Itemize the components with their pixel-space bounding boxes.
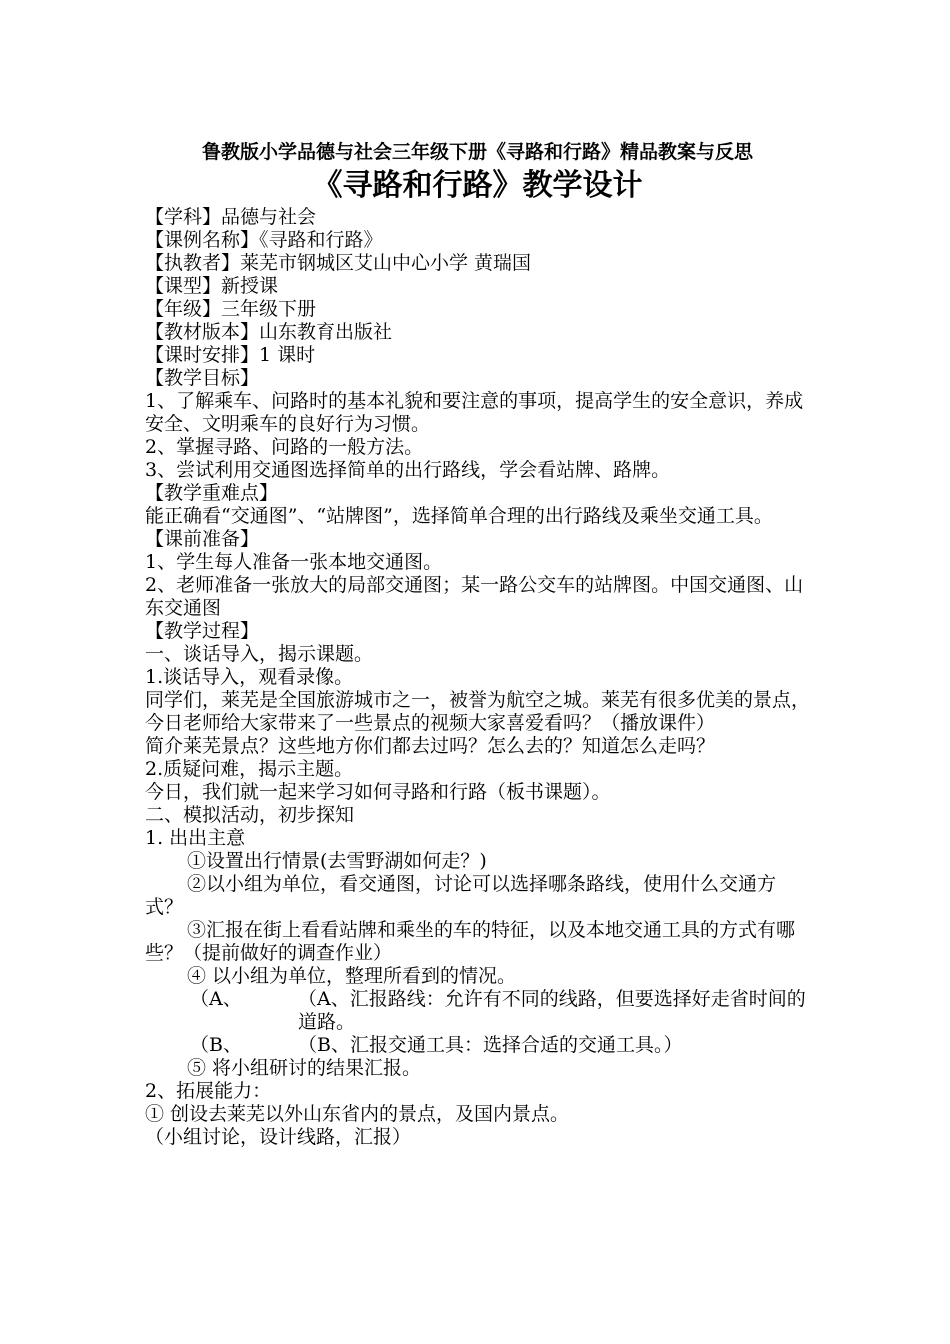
section-two-step-2: 2、拓展能力： xyxy=(145,1080,272,1102)
goal-item: 1、了解乘车、问路时的基本礼貌和要注意的事项，提高学生的安全意识，养成安全、文明乘车的良好行为习惯。 xyxy=(145,390,804,435)
process-heading: 【教学过程】 xyxy=(145,620,260,642)
prep-item: 1、学生每人准备一张本地交通图。 xyxy=(145,551,443,573)
info-subject: 【学科】品德与社会 xyxy=(145,206,317,228)
extension-note: （小组讨论，设计线路，汇报） xyxy=(145,1126,412,1148)
section-one-title: 一、谈话导入，揭示课题。 xyxy=(145,643,374,665)
prep-heading: 【课前准备】 xyxy=(145,528,260,550)
goal-item: 3、尝试利用交通图选择简单的出行路线，学会看站牌、路牌。 xyxy=(145,459,671,481)
option-b-tag: （B、 xyxy=(190,1034,242,1056)
section-one-step-1: 1.谈话导入，观看录像。 xyxy=(145,666,354,688)
extension-item: ① 创设去莱芜以外山东省内的景点，及国内景点。 xyxy=(145,1103,570,1125)
goal-item: 2、掌握寻路、问路的一般方法。 xyxy=(145,436,424,458)
topic-paragraph: 今日，我们就一起来学习如何寻路和行路（板书课题）。 xyxy=(145,781,611,803)
document-title: 鲁教版小学品德与社会三年级下册《寻路和行路》精品教案与反思 xyxy=(201,141,753,163)
info-lesson-type: 【课型】新授课 xyxy=(145,275,279,297)
option-a-text: （A、汇报路线：允许有不同的线路，但要选择好走省时间的道路。 xyxy=(298,988,806,1033)
lesson-title: 《寻路和行路》教学设计 xyxy=(312,168,643,203)
goals-heading: 【教学目标】 xyxy=(145,367,260,389)
section-one-step-2: 2.质疑问难，揭示主题。 xyxy=(145,758,354,780)
activity-step: ②以小组为单位，看交通图，讨论可以选择哪条路线，使用什么交通方式？ xyxy=(145,873,777,918)
activity-step: ③汇报在街上看看站牌和乘坐的车的特征，以及本地交通工具的方式有哪些？（提前做好的调查作业） xyxy=(145,919,796,964)
document-page xyxy=(145,138,810,1149)
intro-questions: 简介莱芜景点？这些地方你们都去过吗？怎么去的？知道怎么走吗？ xyxy=(145,735,716,757)
info-lesson-name: 【课例名称】《寻路和行路》 xyxy=(145,229,383,251)
key-points-text: 能正确看“交通图”、“站牌图”，选择简单合理的出行路线及乘坐交通工具。 xyxy=(145,505,773,527)
option-a xyxy=(145,988,810,1034)
prep-item: 2、老师准备一张放大的局部交通图；某一路公交车的站牌图。中国交通图、山东交通图 xyxy=(145,574,804,619)
activity-step: ①设置出行情景(去雪野湖如何走？) xyxy=(187,850,487,872)
section-two-title: 二、模拟活动，初步探知 xyxy=(145,804,355,826)
info-textbook: 【教材版本】山东教育出版社 xyxy=(145,321,393,343)
activity-step: ④ 以小组为单位，整理所看到的情况。 xyxy=(187,965,517,987)
activity-step: ⑤ 将小组研讨的结果汇报。 xyxy=(187,1057,422,1079)
option-a-tag: （A、 xyxy=(190,988,242,1010)
intro-paragraph: 同学们，莱芜是全国旅游城市之一，被誉为航空之城。莱芜有很多优美的景点，今日老师给大家带来了一些景点的视频大家喜爱看吗？（播放课件） xyxy=(145,689,811,734)
info-grade: 【年级】三年级下册 xyxy=(145,298,317,320)
section-two-step-1: 1. 出出主意 xyxy=(145,827,246,849)
info-teacher: 【执教者】莱芜市钢城区艾山中心小学 黄瑞国 xyxy=(145,252,532,274)
option-b xyxy=(145,1034,810,1057)
info-schedule: 【课时安排】1 课时 xyxy=(145,344,316,366)
option-b-text: （B、汇报交通工具：选择合适的交通工具。） xyxy=(298,1034,683,1056)
key-points-heading: 【教学重难点】 xyxy=(145,482,279,504)
